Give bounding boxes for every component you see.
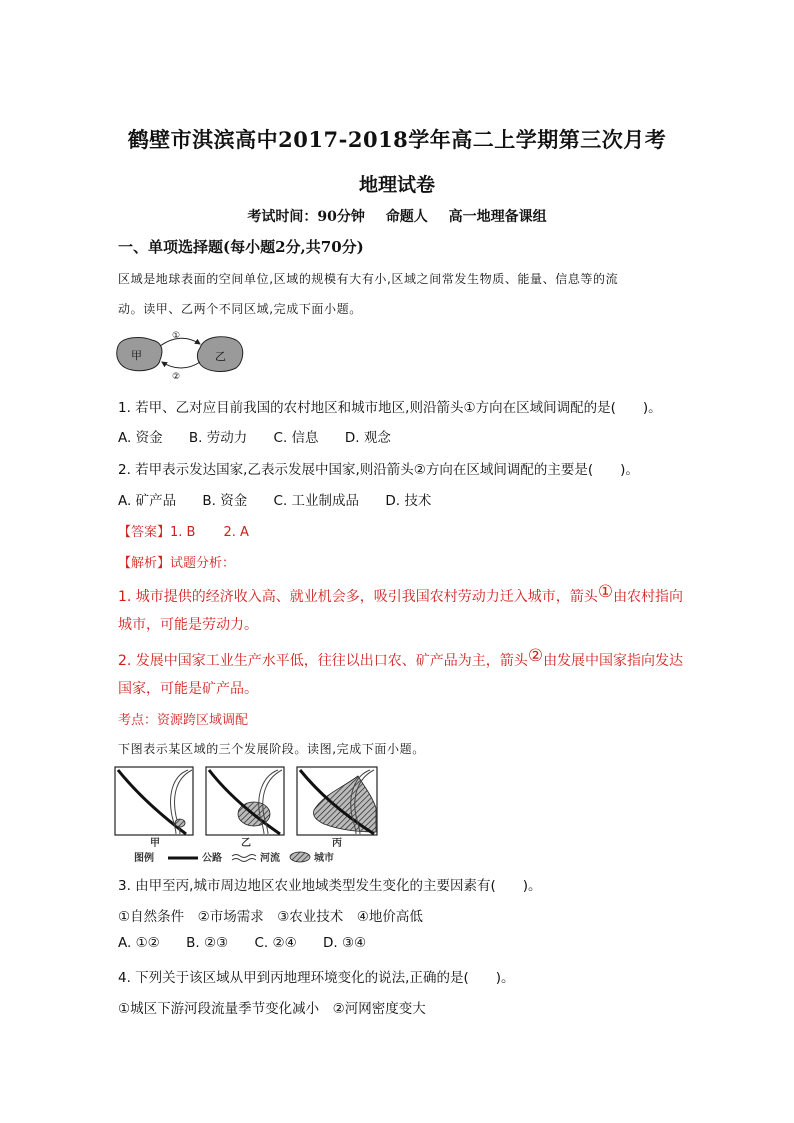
explanation-2-mark: ② xyxy=(527,646,544,666)
section-heading: 一、单项选择题(每小题2分,共70分) xyxy=(118,238,364,256)
question-2-options xyxy=(118,489,698,509)
legend-city: 城市 xyxy=(314,853,334,864)
legend-river: 河流 xyxy=(260,853,280,864)
kaodian-note: 考点：资源跨区域调配 xyxy=(118,713,249,728)
region-b-label: 乙 xyxy=(215,350,226,363)
q2-option-a[interactable]: A. 矿产品 xyxy=(118,493,177,509)
exam-time: 考试时间：90分钟 xyxy=(247,209,365,225)
q1-option-b[interactable]: B. 劳动力 xyxy=(188,430,248,446)
exam-meta xyxy=(0,206,794,226)
section-2-intro: 下图表示某区域的三个发展阶段。读图,完成下面小题。 xyxy=(118,742,425,756)
explanation-1 xyxy=(118,582,698,606)
q1-option-d[interactable]: D. 观念 xyxy=(344,430,391,446)
exam-title: 鹤壁市淇滨高中2017-2018学年高二上学期第三次月考 xyxy=(127,127,667,152)
q3-option-a[interactable]: A. ①② xyxy=(118,935,160,951)
q2-option-c[interactable]: C. 工业制成品 xyxy=(273,493,360,509)
explanation-2 xyxy=(118,646,698,670)
stage-a-panel xyxy=(115,767,193,835)
answer-1: 1. B xyxy=(170,525,196,540)
arrow-1-label: ① xyxy=(172,331,181,341)
stages-figure xyxy=(114,766,380,866)
question-3: 3. 由甲至丙,城市周边地区农业地域类型发生变化的主要因素有( )。 xyxy=(118,878,542,894)
stage-b-label: 乙 xyxy=(241,838,251,849)
legend-road: 公路 xyxy=(202,853,222,864)
q2-option-d[interactable]: D. 技术 xyxy=(385,493,432,509)
region-flow-figure xyxy=(112,328,252,380)
intro-line-2: 动。读甲、乙两个不同区域,完成下面小题。 xyxy=(118,302,362,316)
exam-subtitle: 地理试卷 xyxy=(358,174,435,196)
question-1-options xyxy=(118,426,698,446)
exam-group: 高一地理备课组 xyxy=(448,209,547,225)
stage-b-panel xyxy=(206,767,284,835)
analysis-tag: 【解析】 xyxy=(118,556,171,571)
explanation-1-text-a: 1. 城市提供的经济收入高、就业机会多，吸引我国农村劳动力迁入城市，箭头 xyxy=(118,589,598,605)
question-3-options xyxy=(118,935,698,951)
stage-a-label: 甲 xyxy=(150,838,160,849)
question-4: 4. 下列关于该区域从甲到丙地理环境变化的说法,正确的是( )。 xyxy=(118,970,515,986)
explanation-1-mark: ① xyxy=(597,582,614,602)
answer-2: 2. A xyxy=(223,525,249,540)
legend-title: 图例 xyxy=(134,853,154,864)
arrow-2-label: ② xyxy=(172,372,181,380)
stage-c-panel xyxy=(297,767,377,835)
question-4-items: ①城区下游河段流量季节变化减小 ②河网密度变大 xyxy=(118,1001,426,1017)
explanation-1-cont: 城市，可能是劳动力。 xyxy=(118,617,258,633)
q3-option-d[interactable]: D. ③④ xyxy=(322,935,367,951)
q1-option-a[interactable]: A. 资金 xyxy=(118,430,163,446)
answer-line xyxy=(118,521,698,540)
analysis-label: 试题分析： xyxy=(170,556,236,571)
question-1: 1. 若甲、乙对应目前我国的农村地区和城市地区,则沿箭头①方向在区域间调配的是( )。 xyxy=(118,400,662,416)
question-3-items: ①自然条件 ②市场需求 ③农业技术 ④地价高低 xyxy=(118,909,423,925)
explanation-2-text-b: 由发展中国家指向发达 xyxy=(543,653,684,669)
stage-c-label: 丙 xyxy=(332,838,342,849)
region-a-label: 甲 xyxy=(131,349,142,362)
q3-option-b[interactable]: B. ②③ xyxy=(186,935,229,951)
q3-option-c[interactable]: C. ②④ xyxy=(254,935,297,951)
q2-option-b[interactable]: B. 资金 xyxy=(202,493,248,509)
analysis-line xyxy=(118,552,698,571)
question-2: 2. 若甲表示发达国家,乙表示发展中国家,则沿箭头②方向在区域间调配的主要是( )。 xyxy=(118,462,639,478)
explanation-2-text-a: 2. 发展中国家工业生产水平低，往往以出口农、矿产品为主，箭头 xyxy=(118,653,528,669)
exam-author-label: 命题人 xyxy=(385,209,428,225)
explanation-1-text-b: 由农村指向 xyxy=(613,589,684,605)
q1-option-c[interactable]: C. 信息 xyxy=(273,430,319,446)
explanation-2-cont: 国家，可能是矿产品。 xyxy=(118,681,258,697)
intro-line-1: 区域是地球表面的空间单位,区域的规模有大有小,区域之间常发生物质、能量、信息等的流 xyxy=(118,272,619,286)
answer-tag: 【答案】 xyxy=(118,525,171,540)
